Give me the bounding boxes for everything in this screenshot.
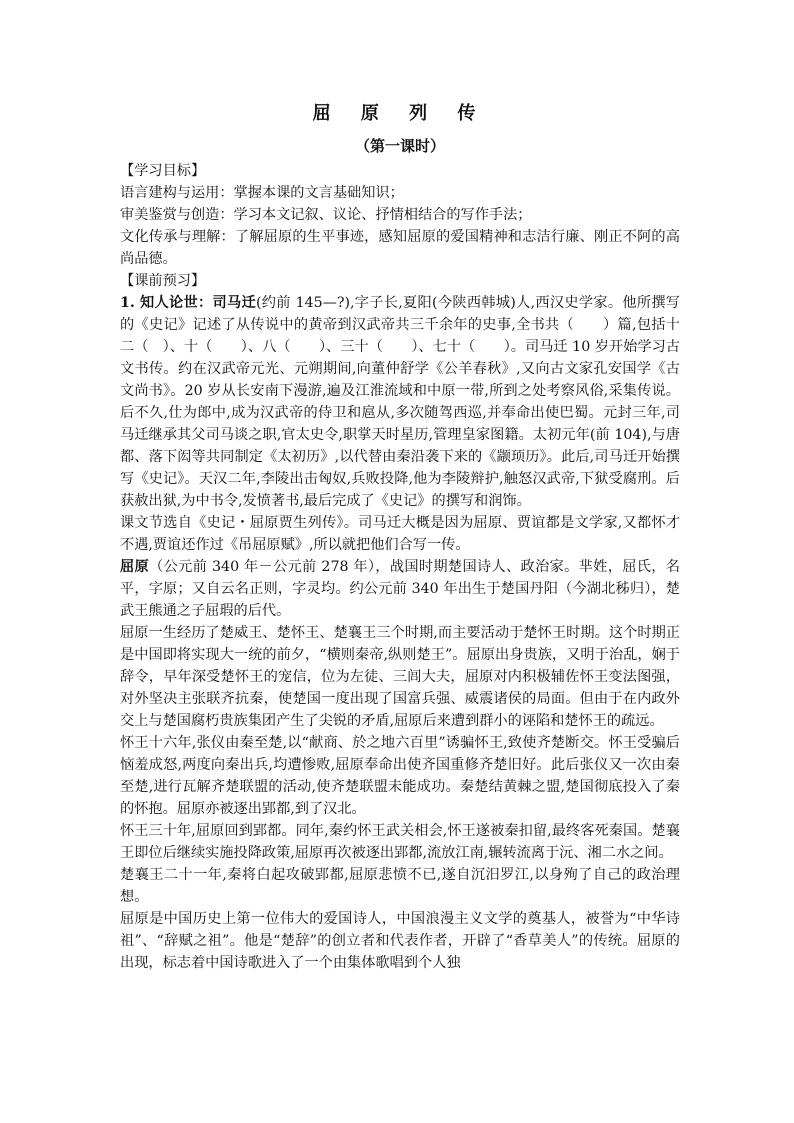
paragraph-sima-qian — [120, 292, 680, 512]
paragraph-label: 1. 知人论世：司马迁 — [120, 295, 256, 311]
objective-item: 审美鉴赏与创造：学习本文记叙、议论、抒情相结合的写作手法； — [120, 207, 532, 223]
page-subtitle: （第一课时） — [354, 137, 445, 155]
paragraph-life: 屈原一生经历了楚威王、楚怀王、楚襄王三个时期,而主要活动于楚怀王时期。这个时期正是中国即将实现大一统的前夕，“横则秦帝,纵则楚王”。屈原出身贵族，又明于治乱，娴于辞令，早年深受楚怀王的宠信，位为左徒、三闾大夫，屈原对内积极辅佐怀王变法图强，对外坚决主张联齐抗秦，使楚国一度出现了国富兵强、威震诸侯的局面。但由于在内政外交上与楚国腐朽贵族集团产生了尖锐的矛盾,屈原后来遭到群小的诬陷和楚怀王的疏远。 — [120, 625, 680, 729]
paragraph-text: （公元前 340 年－公元前 278 年），战国时期楚国诗人、政治家。芈姓，屈氏，名平，字原；又自云名正则，字灵均。约公元前 340 年出生于楚国丹阳（今湖北秭归），楚武王熊通之子屈瑕的后代。 — [120, 559, 680, 619]
paragraph-legacy: 屈原是中国历史上第一位伟大的爱国诗人，中国浪漫主义文学的奠基人，被誉为“中华诗祖”、“辞赋之祖”。他是“楚辞”的创立者和代表作者，开辟了“香草美人”的传统。屈原的出现，标志着中国诗歌进入了一个由集体歌唱到个人独 — [120, 911, 680, 971]
page-title: 屈 原 列 传 — [312, 103, 488, 124]
objective-item: 文化传承与理解：了解屈原的生平事迹，感知屈原的爱国精神和志洁行廉、刚正不阿的高尚品德。 — [120, 229, 680, 267]
paragraph-text: (约前 145—?),字子长,夏阳(今陕西韩城)人,西汉史学家。他所撰写的《史记》记述了从传说中的黄帝到汉武帝共三千余年的史事,全书共（ ）篇,包括十二（ ）、十（ ）、八（ ）、三十（ ）、七十（ ）。司马迁 10 岁开始学习古文书传。约在汉武帝元光、元朔期间,向董仲舒学《公羊春秋》,又向古文家孔安国学《古文尚书》。20 岁从长安南下漫游,遍及江淮流域和中原一带,所到之处考察风俗,采集传说。后不久,仕为郎中,成为汉武帝的侍卫和扈从,多次随驾西巡,并奉命出使巴蜀。元封三年,司马迁继承其父司马谈之职,官太史令,职掌天时星历,管理皇家图籍。太初元年(前 104),与唐都、落下闳等共同制定《太初历》,以代替由秦沿袭下来的《颛顼历》。此后,司马迁开始撰写《史记》。天汉二年,李陵出击匈奴,兵败投降,他为李陵辩护,触怒汉武帝,下狱受腐刑。后获赦出狱,为中书令,发愤著书,最后完成了《史记》的撰写和润饰。 — [120, 295, 680, 509]
paragraph-exile: 怀王三十年,屈原回到郢都。同年,秦约怀王武关相会,怀王遂被秦扣留,最终客死秦国。楚襄王即位后继续实施投降政策,屈原再次被逐出郢都,流放江南,辗转流离于沅、湘二水之间。 — [120, 823, 680, 861]
paragraph-miluo: 楚襄王二十一年,秦将白起攻破郢都,屈原悲愤不已,遂自沉汨罗江,以身殉了自己的政治理想。 — [120, 867, 680, 905]
paragraph-text-selection: 课文节选自《史记・屈原贾生列传》。司马迁大概是因为屈原、贾谊都是文学家,又都怀才不遇,贾谊还作过《吊屈原赋》,所以就把他们合写一传。 — [120, 515, 680, 553]
objective-item: 语言建构与运用：掌握本课的文言基础知识； — [120, 185, 404, 201]
paragraph-label: 屈原 — [120, 559, 150, 575]
section-heading-preview: 【课前预习】 — [120, 273, 206, 289]
paragraph-zhang-yi: 怀王十六年,张仪由秦至楚,以“献商、於之地六百里”诱骗怀王,致使齐楚断交。怀王受骗后恼羞成怒,两度向秦出兵,均遭惨败,屈原奉命出使齐国重修齐楚旧好。此后张仪又一次由秦至楚,进行瓦解齐楚联盟的活动,使齐楚联盟未能成功。秦楚结黄棘之盟,楚国彻底投入了秦的怀抱。屈原亦被逐出郢都,到了汉北。 — [120, 735, 680, 817]
document-page — [120, 100, 680, 974]
paragraph-qu-yuan — [120, 556, 680, 622]
section-heading-objectives: 【学习目标】 — [120, 163, 206, 179]
